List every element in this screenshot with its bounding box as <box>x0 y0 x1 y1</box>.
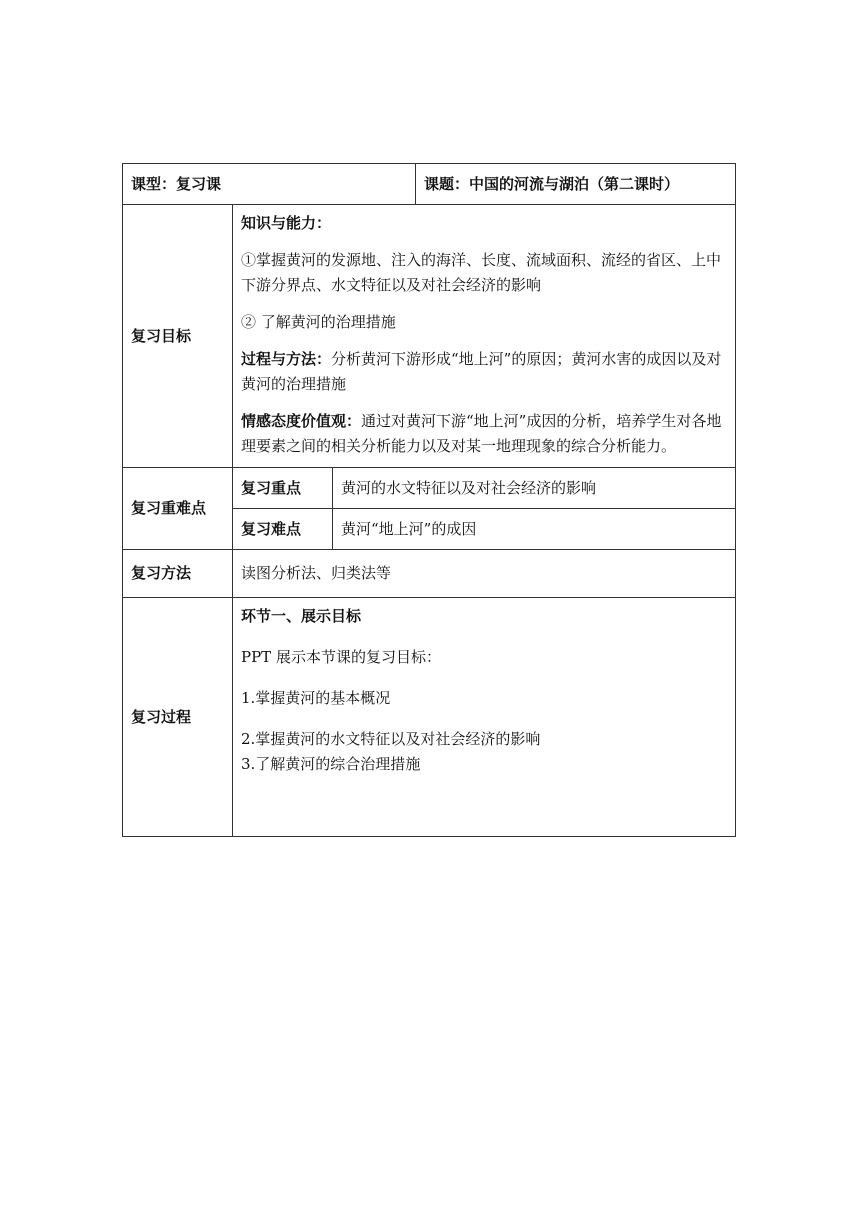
process-item-1: 1.掌握黄河的基本概况 <box>241 689 391 707</box>
process-row <box>123 598 736 837</box>
knowledge-title: 知识与能力： <box>241 214 332 232</box>
process-title: 过程与方法： <box>241 350 332 368</box>
method-text: 读图分析法、归类法等 <box>233 550 736 598</box>
lesson-type-cell: 课型：复习课 <box>123 164 416 205</box>
lesson-topic-cell: 课题：中国的河流与湖泊（第二课时） <box>416 164 736 205</box>
goals-label: 复习目标 <box>123 205 233 468</box>
method-row <box>123 550 736 598</box>
process-goal <box>241 347 727 397</box>
step-title: 环节一、展示目标 <box>241 607 362 625</box>
process-intro: PPT 展示本节课的复习目标： <box>241 648 441 666</box>
goals-content <box>233 205 736 468</box>
difficulty-label: 复习难点 <box>233 509 333 550</box>
focus-text: 黄河的水文特征以及对社会经济的影响 <box>341 478 597 497</box>
goal-item-1: ①掌握黄河的发源地、注入的海洋、长度、流域面积、流经的省区、上中下游分界点、水文特征以及对社会经济的影响 <box>241 251 722 294</box>
emotion-title: 情感态度价值观： <box>241 412 362 430</box>
difficulty-text: 黄河“地上河”的成因 <box>333 509 736 550</box>
emotion-text: 通过对黄河下游“地上河”成因的分析，培养学生对各地理要素之间的相关分析能力以及对某一地理现象的综合分析能力。 <box>241 412 722 455</box>
process-label: 复习过程 <box>123 598 233 837</box>
header-row <box>123 164 736 205</box>
key-points-row <box>123 468 736 550</box>
emotion-goal <box>241 409 727 459</box>
process-content <box>233 598 736 837</box>
goals-row <box>123 205 736 468</box>
method-label: 复习方法 <box>123 550 233 598</box>
goal-item-2: ② 了解黄河的治理措施 <box>241 313 396 331</box>
process-item-2: 2.掌握黄河的水文特征以及对社会经济的影响 <box>241 730 541 748</box>
key-points-subtable <box>233 468 735 549</box>
lesson-plan-table <box>122 163 736 837</box>
process-item-3: 3.了解黄河的综合治理措施 <box>241 755 421 773</box>
focus-label: 复习重点 <box>233 468 333 509</box>
key-points-label: 复习重难点 <box>123 468 233 550</box>
process-text: 分析黄河下游形成“地上河”的原因；黄河水害的成因以及对黄河的治理措施 <box>241 350 722 393</box>
